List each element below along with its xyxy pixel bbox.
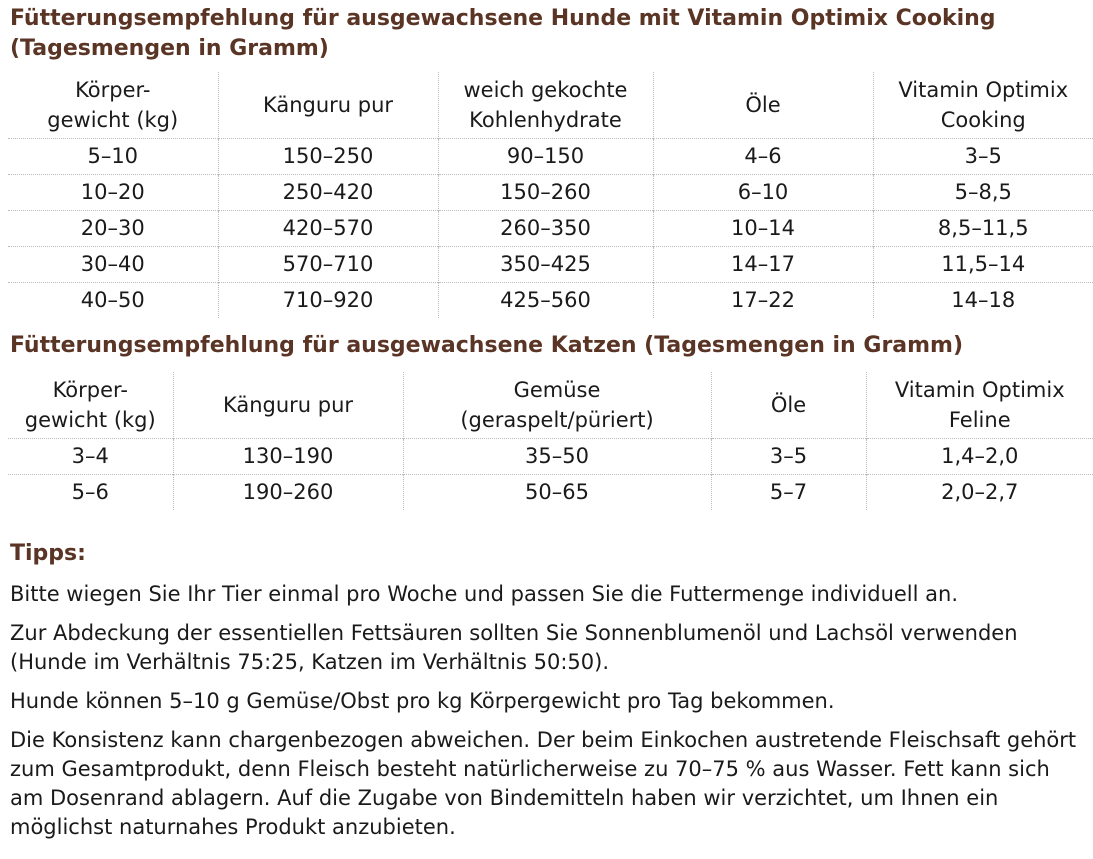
table-cell: 150–260 (438, 174, 653, 210)
header-oils: Öle (653, 72, 873, 138)
table-cell: 1,4–2,0 (866, 438, 1093, 474)
header-vitamin-optimix: Vitamin Optimix Cooking (873, 72, 1093, 138)
tip-paragraph: Die Konsistenz kann chargenbezogen abweichen. Der beim Einkochen austretende Fleischsaft gehört zum Gesamtprodukt, denn Fleisch besteht natürlicherweise zu 70–75 % aus Wasser. Fett kann sich am Dosenrand ablagern. Auf die Zugabe von Bindemitteln haben wir verzichtet, um Ihnen ein möglichst naturnahes Produkt anzubieten. (10, 728, 1077, 839)
table-cell: 5–6 (71, 480, 109, 505)
table-cell: 20–30 (80, 216, 145, 240)
header-carbohydrates: weich gekochte Kohlenhydrate (438, 72, 653, 138)
table-cell: 150–250 (218, 138, 438, 174)
dog-feeding-table (8, 72, 1093, 318)
table-cell: 250–420 (218, 174, 438, 210)
table-row (8, 174, 1093, 210)
cat-feeding-table (8, 372, 1093, 510)
cat-table-title: Fütterungsempfehlung für ausgewachsene Katzen (Tagesmengen in Gramm) (10, 333, 964, 358)
table-row (8, 282, 1093, 318)
table-cell: 425–560 (438, 282, 653, 318)
header-body-weight: Körper- gewicht (kg) (47, 77, 179, 132)
table-header-row (8, 72, 1093, 138)
table-row (8, 138, 1093, 174)
table-cell: 420–570 (218, 210, 438, 246)
table-cell: 3–5 (711, 438, 866, 474)
table-cell: 3–5 (873, 138, 1093, 174)
tips-title: Tipps: (10, 541, 86, 566)
table-cell: 4–6 (653, 138, 873, 174)
header-kangaroo: Känguru pur (218, 72, 438, 138)
table-cell: 50–65 (403, 474, 711, 510)
table-cell: 10–14 (653, 210, 873, 246)
table-cell: 14–18 (873, 282, 1093, 318)
table-row (8, 474, 1093, 510)
table-cell: 3–4 (71, 444, 109, 468)
table-cell: 6–10 (653, 174, 873, 210)
table-row (8, 438, 1093, 474)
header-body-weight: Körper- gewicht (kg) (24, 377, 156, 432)
table-cell: 570–710 (218, 246, 438, 282)
header-kangaroo: Känguru pur (173, 372, 403, 438)
table-cell: 90–150 (438, 138, 653, 174)
table-header-row (8, 372, 1093, 438)
table-cell: 2,0–2,7 (866, 474, 1093, 510)
table-cell: 11,5–14 (873, 246, 1093, 282)
table-cell: 130–190 (173, 438, 403, 474)
tip-paragraph: Hunde können 5–10 g Gemüse/Obst pro kg Körpergewicht pro Tag bekommen. (10, 689, 835, 713)
header-vitamin-optimix: Vitamin Optimix Feline (866, 372, 1093, 438)
header-oils: Öle (711, 372, 866, 438)
table-cell: 350–425 (438, 246, 653, 282)
header-vegetables: Gemüse (geraspelt/püriert) (403, 372, 711, 438)
table-cell: 5–8,5 (873, 174, 1093, 210)
tips-list (10, 580, 1085, 852)
table-cell: 8,5–11,5 (873, 210, 1093, 246)
dog-table-title: Fütterungsempfehlung für ausgewachsene Hunde mit Vitamin Optimix Cooking (Tagesmengen in Gramm) (10, 6, 996, 61)
table-row (8, 246, 1093, 282)
table-cell: 5–7 (711, 474, 866, 510)
table-cell: 260–350 (438, 210, 653, 246)
table-cell: 17–22 (653, 282, 873, 318)
table-cell: 14–17 (653, 246, 873, 282)
table-cell: 710–920 (218, 282, 438, 318)
tip-paragraph: Zur Abdeckung der essentiellen Fettsäuren sollten Sie Sonnenblumenöl und Lachsöl verwenden (Hunde im Verhältnis 75:25, Katzen im Verhältnis 50:50). (10, 621, 1018, 674)
table-cell: 10–20 (80, 180, 145, 204)
table-cell: 5–10 (87, 144, 139, 168)
table-cell: 30–40 (80, 252, 145, 276)
tip-paragraph: Bitte wiegen Sie Ihr Tier einmal pro Woche und passen Sie die Futtermenge individuell an. (10, 582, 959, 606)
table-row (8, 210, 1093, 246)
table-cell: 190–260 (173, 474, 403, 510)
table-cell: 40–50 (80, 288, 145, 313)
table-cell: 35–50 (403, 438, 711, 474)
